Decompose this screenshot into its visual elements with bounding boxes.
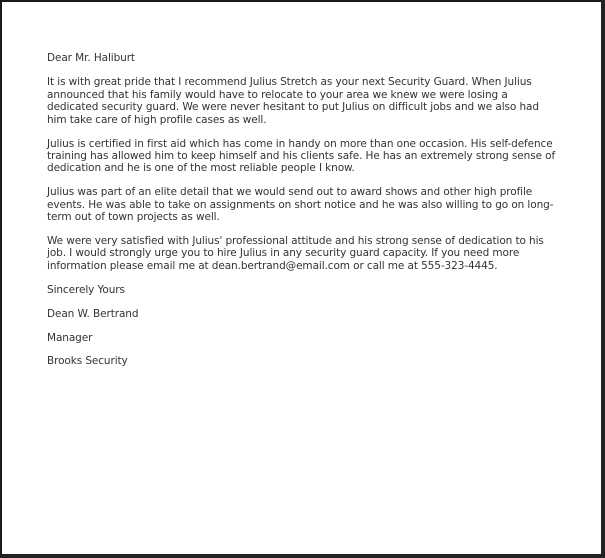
salutation: Dear Mr. Haliburt	[47, 52, 135, 64]
paragraph-experience: Julius was part of an elite detail that we would send out to award shows and other high profile events. He was able to take on assignments on short notice and he was also willing to go on long-term out of town projects as well.	[47, 186, 554, 224]
paragraph-recommendation: We were very satisfied with Julius' professional attitude and his strong sense of dedication to his job. I would strongly urge you to hire Julius in any security guard capacity. If you need more information please email me at dean.bertrand@email.com or call me at 555-323-4445.	[47, 234, 544, 272]
signer-name: Dean W. Bertrand	[47, 307, 139, 320]
paragraph-skills: Julius is certified in first aid which has come in handy on more than one occasion. His self-defence training has allowed him to keep himself and his clients safe. He has an extremely strong sense of dedication and he is one of the most reliable people I know.	[47, 137, 556, 175]
paragraph-intro: It is with great pride that I recommend Julius Stretch as your next Security Guard. When Julius announced that his family would have to relocate to your area we knew we were losing a dedicated security guard. We were never hesitant to put Julius on difficult jobs and we also had him take care of high profile cases as well.	[47, 76, 539, 126]
signer-title: Manager	[47, 331, 93, 344]
letter-body	[47, 52, 557, 379]
signer-company: Brooks Security	[47, 355, 128, 368]
closing: Sincerely Yours	[47, 283, 125, 296]
page-shadow-bottom	[0, 554, 605, 558]
page-shadow-right	[601, 0, 605, 558]
